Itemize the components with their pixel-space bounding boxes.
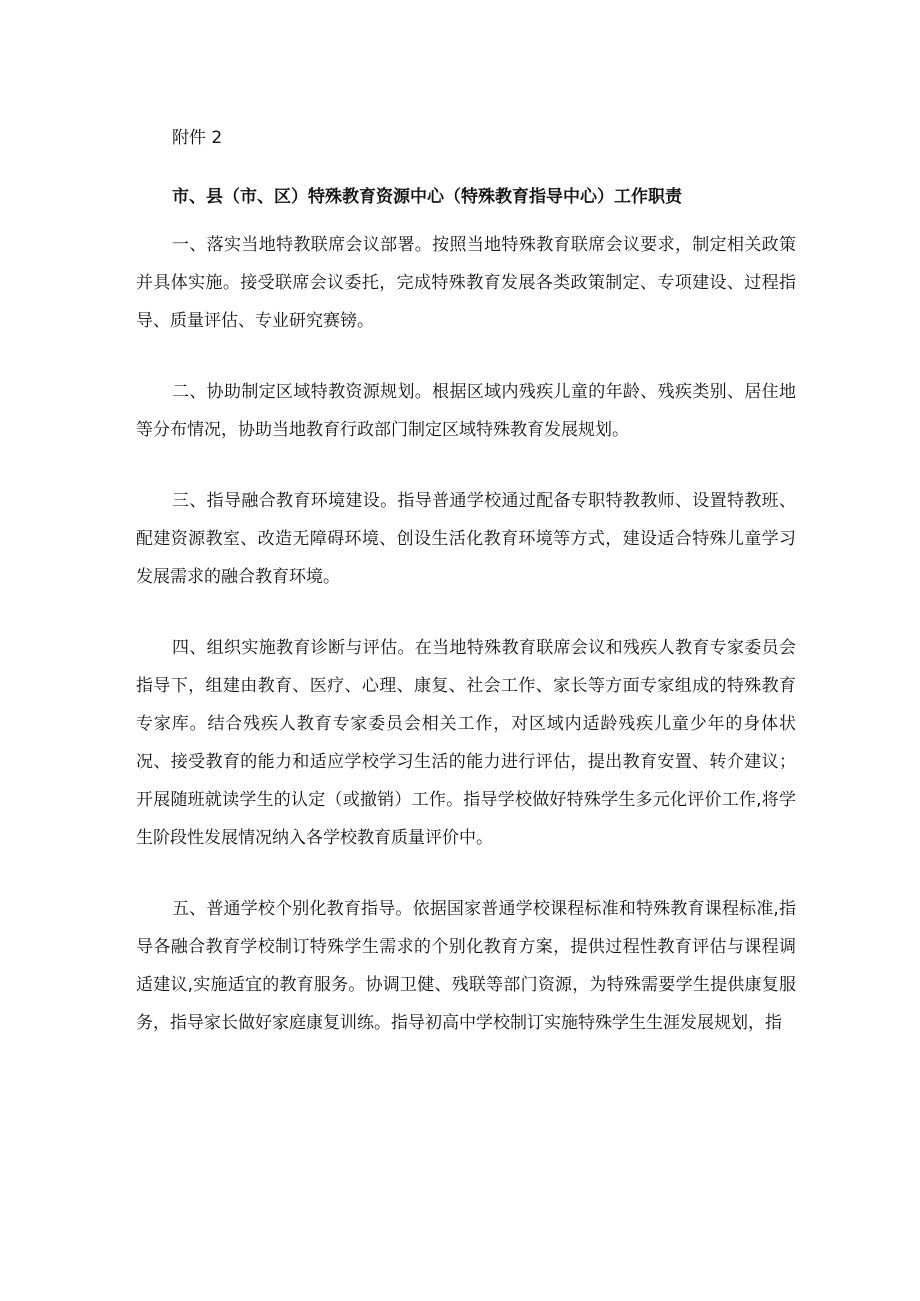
document-title: 市、县（市、区）特殊教育资源中心（特殊教育指导中心）工作职责 bbox=[172, 187, 682, 207]
paragraph-3: 三、指导融合教育环境建设。指导普通学校通过配备专职特教教师、设置特教班、配建资源教室、改造无障碍环境、创设生活化教育环境等方式，建设适合特殊儿童学习发展需求的融合教育环境。 bbox=[136, 491, 796, 587]
paragraph-1: 一、落实当地特教联席会议部署。按照当地特殊教育联席会议要求，制定相关政策并具体实施。接受联席会议委托，完成特殊教育发展各类政策制定、专项建设、过程指导、质量评估、专业研究赛镑。 bbox=[136, 235, 796, 331]
paragraph-4: 四、组织实施教育诊断与评估。在当地特殊教育联席会议和残疾人教育专家委员会指导下，组建由教育、医疗、心理、康复、社会工作、家长等方面专家组成的特殊教育专家库。结合残疾人教育专家委员会相关工作，对区域内适龄残疾儿童少年的身体状况、接受教育的能力和适应学校学习生活的能力进行评估，提出教育安置、转介建议；开展随班就读学生的认定（或撤销）工作。指导学校做好特殊学生多元化评价工作,将学生阶段性发展情况纳入各学校教育质量评价中。 bbox=[136, 638, 796, 848]
paragraph-2: 二、协助制定区域特教资源规划。根据区域内残疾儿童的年龄、残疾类别、居住地等分布情况，协助当地教育行政部门制定区域特殊教育发展规划。 bbox=[136, 382, 796, 440]
attachment-label: 附件 2 bbox=[172, 128, 223, 148]
paragraph-5: 五、普通学校个别化教育指导。依据国家普通学校课程标准和特殊教育课程标准,指导各融合教育学校制订特殊学生需求的个别化教育方案，提供过程性教育评估与课程调适建议,实施适宜的教育服务。协调卫健、残联等部门资源，为特殊需要学生提供康复服务，指导家长做好家庭康复训练。指导初高中学校制订实施特殊学生生涯发展规划，指 bbox=[136, 899, 796, 1033]
document-body bbox=[136, 226, 796, 1075]
